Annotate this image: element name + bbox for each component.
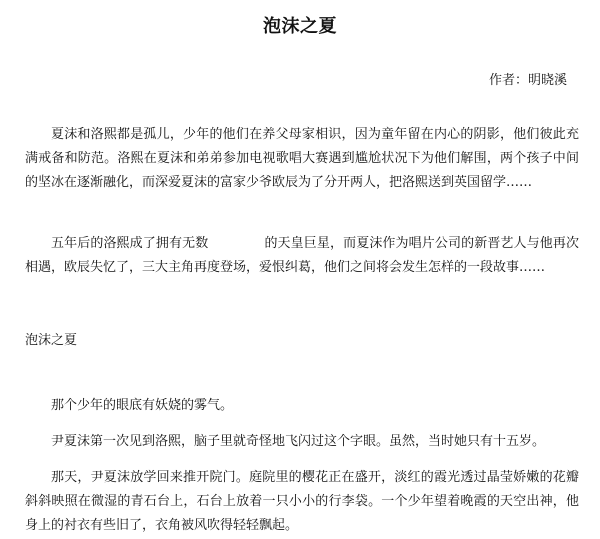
body-paragraph-3: 那天，尹夏沫放学回来推开院门。庭院里的樱花正在盛开，淡红的霞光透过晶莹娇嫩的花瓣斜斜映照在微湿的青石台上，石台上放着一只小小的行李袋。一个少年望着晚霞的天空出神，他身上的衬衣有些旧了，衣角被风吹得轻轻飘起。: [25, 470, 579, 533]
synopsis-text-before-gap: 五年后的洛熙成了拥有无数: [51, 236, 209, 251]
synopsis-paragraph-2: [25, 232, 579, 280]
author-line: 作者：明晓溪: [488, 73, 567, 88]
synopsis-text-after-gap: 的天皇巨星，而夏沫作为唱片公司的新晋艺人与他再次相遇，欧辰失忆了，三大主角再度登场，爱恨纠葛，他们之间将会发生怎样的一段故事……: [25, 236, 579, 275]
synopsis-paragraph-1: 夏沫和洛熙都是孤儿，少年的他们在养父母家相识，因为童年留在内心的阴影，他们彼此充满戒备和防范。洛熙在夏沫和弟弟参加电视歌唱大赛遇到尴尬状况下为他们解围，两个孩子中间的坚冰在逐渐融化，而深爱夏沫的富家少爷欧辰为了分开两人，把洛熙送到英国留学……: [25, 127, 579, 190]
body-paragraph-2: 尹夏沫第一次见到洛熙，脑子里就奇怪地飞闪过这个字眼。虽然，当时她只有十五岁。: [51, 434, 546, 449]
document-title: 泡沫之夏: [263, 16, 337, 37]
section-title: 泡沫之夏: [25, 333, 78, 348]
body-paragraph-1: 那个少年的眼底有妖娆的雾气。: [51, 398, 234, 413]
